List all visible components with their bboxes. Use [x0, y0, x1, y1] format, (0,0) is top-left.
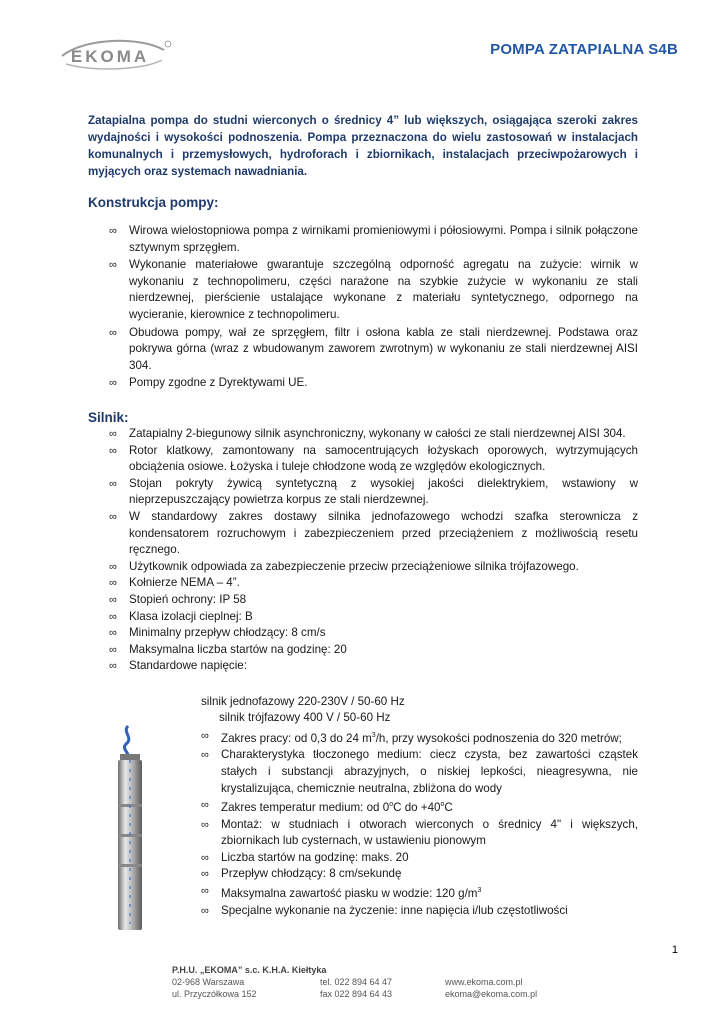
- list-item: ∞ Użytkownik odpowiada za zabezpieczenie przeciw przeciążeniowe silnika trójfazowego.: [129, 559, 638, 576]
- list-item: ∞ Zakres temperatur medium: od 0$^o$C do $+40^oC$: [201, 799, 453, 815]
- bullet-icon: ∞: [109, 259, 117, 272]
- bullet-icon: ∞: [109, 428, 117, 440]
- list-item: ∞ Wykonanie materiałowe gwarantuje szczególną odporność agregatu na zużycie: wirnik w wykonaniu z technopolimeru, części narażone na szybkie zużycie w wykonaniu ze stali nierdzewnej, pierścienie ustalające wykonane z materiału syntetycznego, odpornego na wycieranie, kierownice z technopolimeru.: [109, 258, 638, 321]
- konstrukcja-heading: Konstrukcja pompy:: [88, 195, 219, 210]
- list-item: ∞ Wirowa wielostopniowa pompa z wirnikami promieniowymi i półosiowymi. Pompa i silnik połączone sztywnym sprzęgłem.: [109, 224, 638, 254]
- footer-phones: [320, 976, 392, 1000]
- footer-address: [172, 964, 326, 1000]
- footer-email[interactable]: ekoma@ekoma.com.pl: [445, 989, 538, 999]
- list-item: ∞ Zakres pracy: od 0,3 do 24 $m^3/h$, przy wysokości podnoszenia do 320 metrów;: [201, 730, 622, 745]
- list-item: ∞ Standardowe napięcie:: [129, 658, 638, 675]
- list-item: ∞ Maksymalna zawartość piasku w wodzie: 120 $g/m^3$: [201, 885, 482, 900]
- bullet-icon: ∞: [109, 577, 117, 590]
- bullet-icon: ∞: [201, 885, 209, 898]
- voltage-single-phase: silnik jednofazowy 220-230V / 50-60 Hz: [201, 695, 405, 708]
- bullet-icon: ∞: [109, 643, 117, 656]
- list-item: ∞ W standardowy zakres dostawy silnika jednofazowego wchodzi szafka sterownicza z kondensatorem rozruchowym i zabezpieczeniem przed przeciążeniem z możliwością resetu ręcznego.: [109, 509, 638, 557]
- intro-paragraph: Zatapialna pompa do studni wierconych o średnicy 4” lub większych, osiągająca szeroki zakres wydajności i wysokości podnoszenia. Pompa przeznaczona do wielu zastosowań w instalacjach komunalnych i przemysłowych, hydroforach i zbiornikach, instalacjach przeciwpożarowych i myjących oraz systemach nawadniania.: [88, 114, 638, 178]
- bullet-icon: ∞: [109, 560, 117, 573]
- voltage-three-phase: silnik trójfazowy 400 V / 50-60 Hz: [219, 711, 391, 724]
- bullet-icon: ∞: [109, 377, 117, 390]
- list-item: ∞ Kołnierze NEMA – 4”.: [129, 575, 638, 592]
- konstrukcja-list: [109, 223, 638, 393]
- logo-text: EKOMA: [70, 47, 150, 66]
- list-item: ∞ Klasa izolacji cieplnej: B: [129, 609, 638, 626]
- list-item: ∞ Obudowa pompy, wał ze sprzęgłem, filtr i osłona kabla ze stali nierdzewnej. Podstawa oraz pokrywa górna (wraz z wbudowanym zaworem zwrotnym) w wykonaniu ze stali nierdzewnej AISI 304.: [109, 325, 638, 372]
- specs-list: [201, 728, 638, 919]
- bullet-icon: ∞: [201, 868, 209, 881]
- list-item: ∞ Stojan pokryty żywicą syntetyczną z wysokiej jakości dielektrykiem, wstawiony w nieprzepuszczający powietrza korpus ze stali nierdzewnej.: [109, 476, 638, 507]
- bullet-icon: ∞: [201, 818, 209, 831]
- list-item: ∞ Zatapialny 2-biegunowy silnik asynchroniczny, wykonany w całości ze stali nierdzewnej AISI 304.: [129, 426, 638, 443]
- page-title: POMPA ZATAPIALNA S4B: [490, 41, 678, 58]
- list-item: ∞ Specjalne wykonanie na życzenie: inne napięcia i/lub częstotliwości: [221, 903, 638, 920]
- bullet-icon: ∞: [109, 444, 117, 457]
- footer-contact: [445, 976, 537, 1000]
- bullet-icon: ∞: [109, 627, 117, 640]
- bullet-icon: ∞: [201, 730, 209, 742]
- list-item: ∞ Montaż: w studniach i otworach wierconych o średnicy 4" i większych, zbiornikach lub cysternach, w ustawieniu pionowym: [201, 817, 638, 848]
- bullet-icon: ∞: [201, 799, 209, 812]
- footer-city: 02-968 Warszawa: [172, 977, 245, 987]
- pump-image: [104, 724, 156, 932]
- bullet-icon: ∞: [109, 225, 117, 237]
- page-number: 1: [671, 944, 678, 956]
- bullet-icon: ∞: [201, 851, 209, 864]
- list-item: ∞ Maksymalna liczba startów na godzinę: 20: [129, 642, 638, 659]
- bullet-icon: ∞: [109, 510, 117, 523]
- footer-company: P.H.U. „EKOMA” s.c. K.H.A. Kiełtyka: [172, 965, 327, 975]
- silnik-list: [109, 426, 638, 675]
- silnik-heading: Silnik:: [88, 410, 129, 425]
- list-item: ∞ Liczba startów na godzinę: maks. 20: [221, 850, 638, 867]
- bullet-icon: ∞: [201, 749, 209, 762]
- list-item: ∞ Stopień ochrony: IP 58: [129, 592, 638, 609]
- list-item: ∞ Charakterystyka tłoczonego medium: ciecz czysta, bez zawartości cząstek stałych i substancji abrazyjnych, o niskiej lepkości, nieagresywna, nie krystalizująca, chemicznie neutralna, zbliżona do wody: [201, 748, 638, 795]
- bullet-icon: ∞: [201, 904, 209, 917]
- bullet-icon: ∞: [109, 660, 117, 673]
- bullet-icon: ∞: [109, 610, 117, 623]
- footer-tel: tel. 022 894 64 47: [320, 977, 393, 987]
- bullet-icon: ∞: [109, 326, 117, 339]
- footer-street: ul. Przyczółkowa 152: [172, 989, 257, 999]
- footer-fax: fax 022 894 64 43: [320, 989, 393, 999]
- ekoma-logo: [44, 34, 176, 74]
- list-item: ∞ Pompy zgodne z Dyrektywami UE.: [129, 375, 638, 392]
- list-item: ∞ Minimalny przepływ chłodzący: 8 cm/s: [129, 625, 638, 642]
- list-item: ∞ Rotor klatkowy, zamontowany na samocentrujących łożyskach oporowych, wytrzymujących obciążenia osiowe. Łożyska i tuleje chłodzone wodą ze względów ekologicznych.: [109, 443, 638, 474]
- bullet-icon: ∞: [109, 593, 117, 606]
- bullet-icon: ∞: [109, 477, 117, 490]
- footer-www[interactable]: www.ekoma.com.pl: [445, 977, 523, 987]
- list-item: ∞ Przepływ chłodzący: 8 cm/sekundę: [221, 866, 638, 883]
